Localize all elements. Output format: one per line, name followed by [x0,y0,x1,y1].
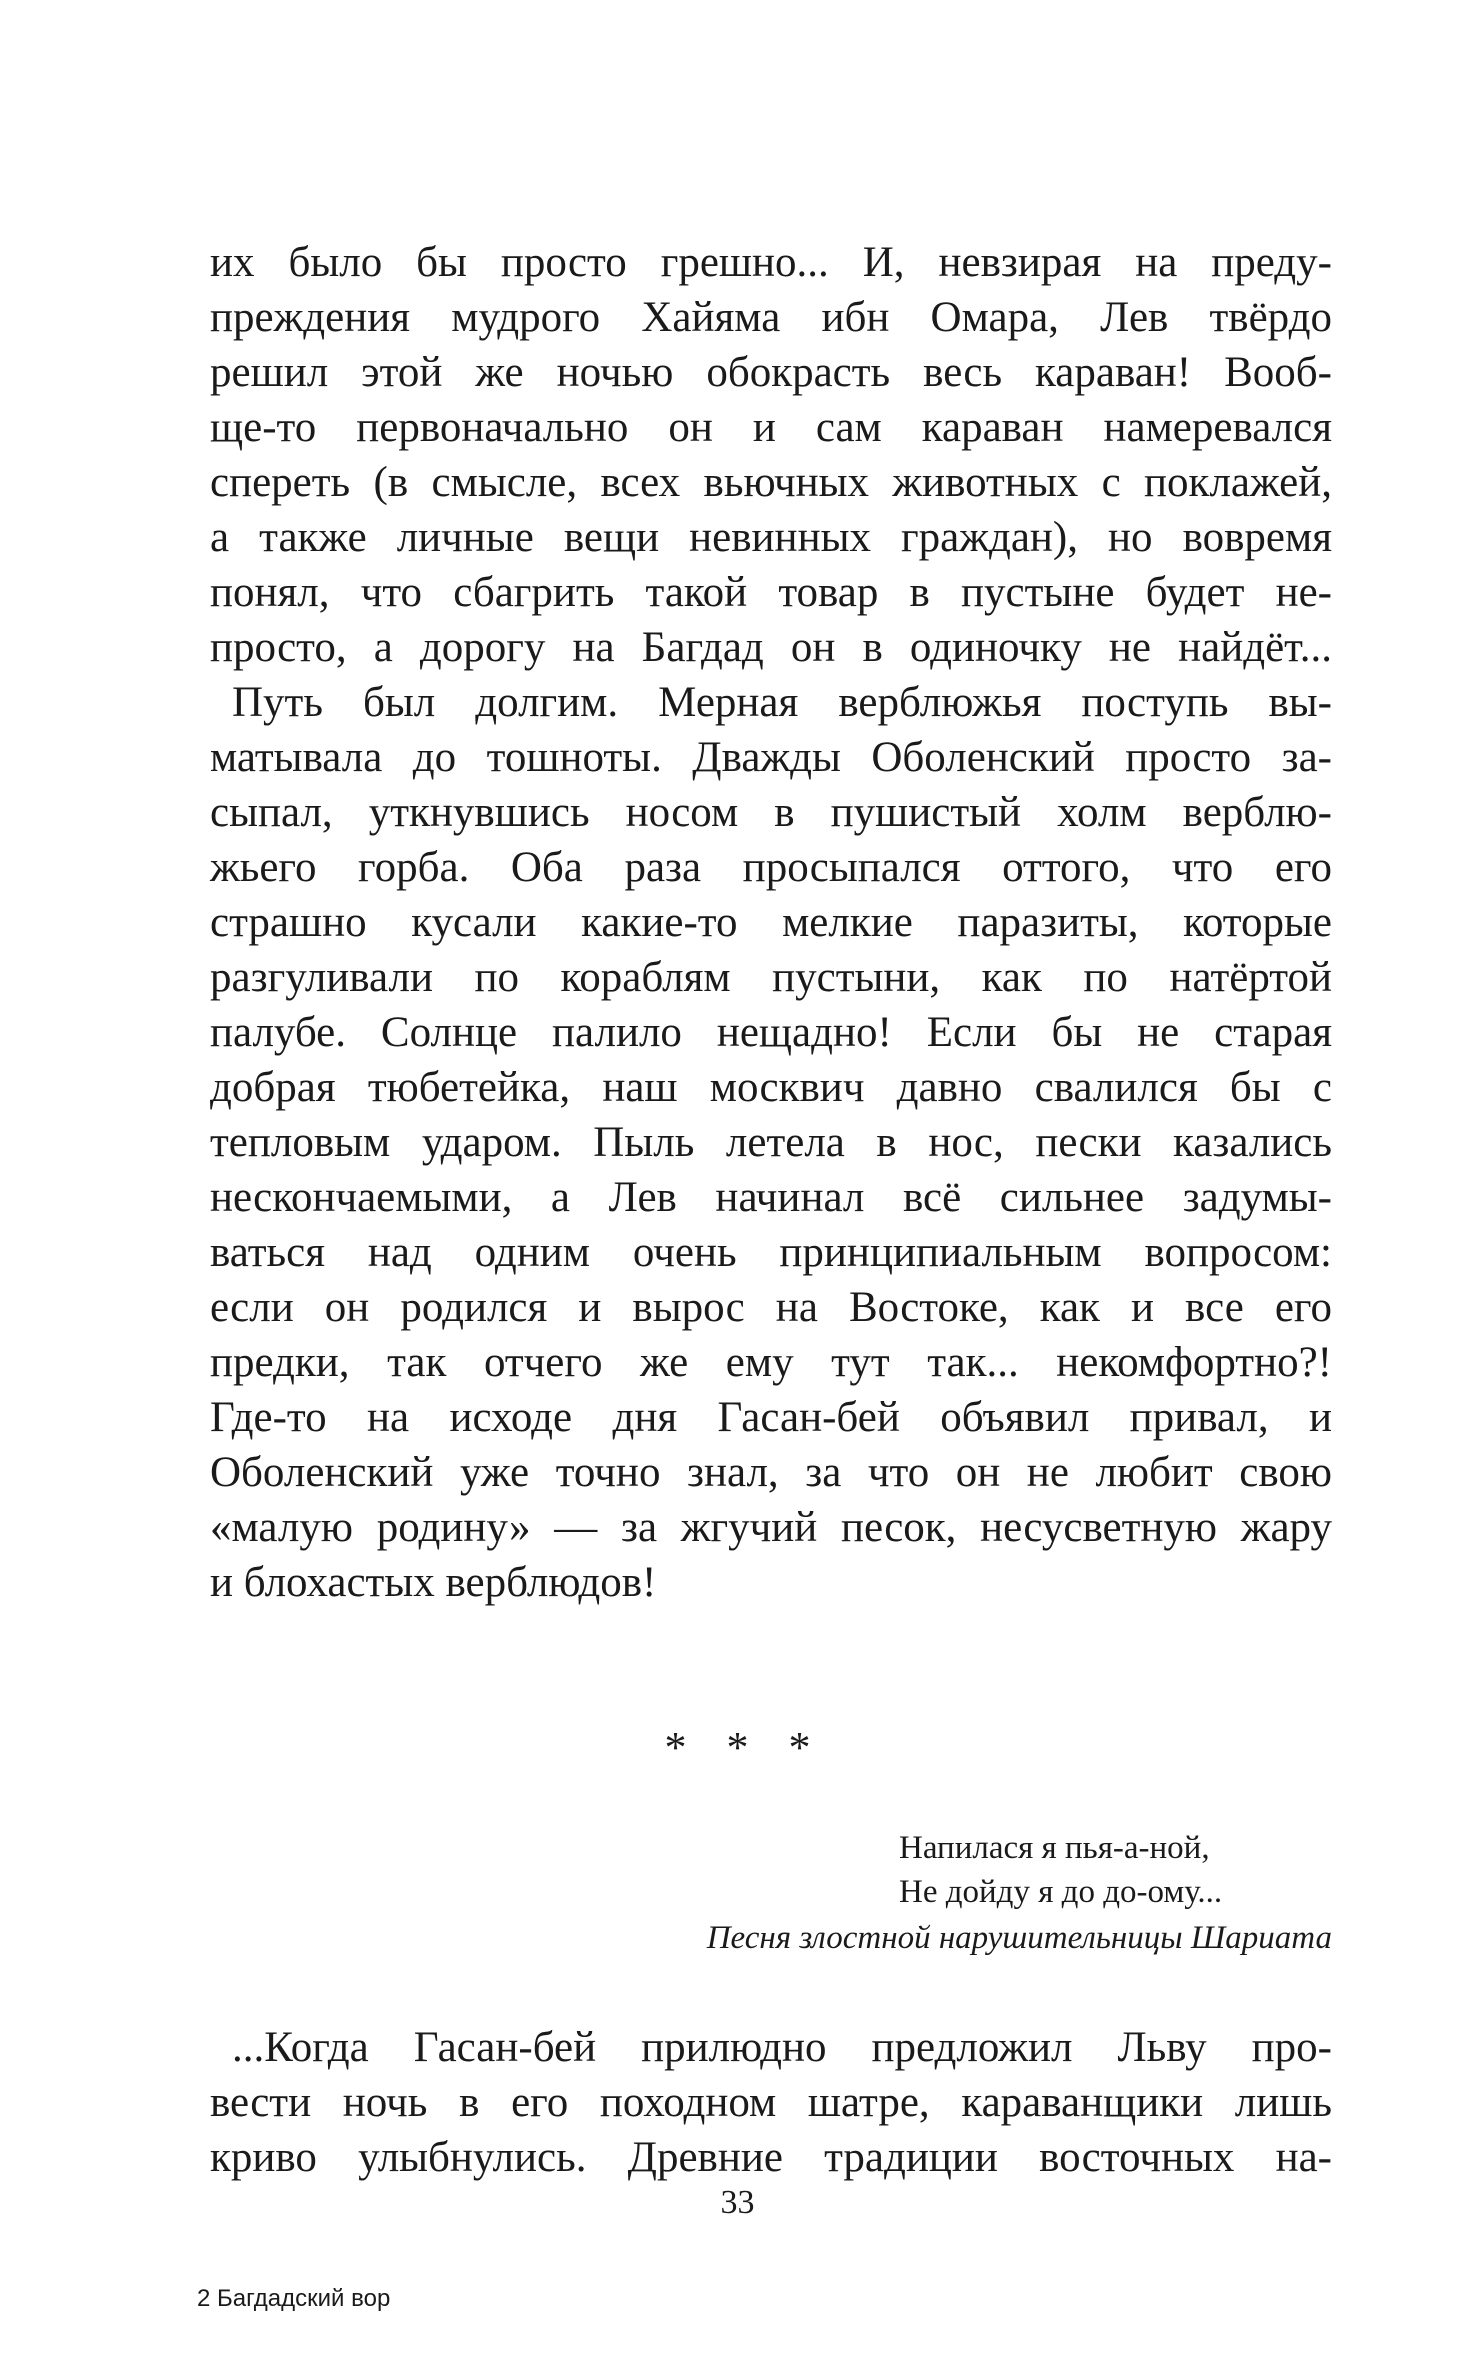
asterisk-glyph: * [726,1723,749,1772]
text-line: предки, так отчего же ему тут так... некомфортно?! [210,1339,1332,1386]
text-line: страшно кусали какие-то мелкие паразиты, которые [210,899,1332,946]
section-separator [0,1718,1475,1778]
text-line: ваться над одним очень принципиальным вопросом: [210,1229,1332,1276]
text-line: тепловым ударом. Пыль летела в нос, пески казались [210,1119,1332,1166]
epigraph-line: Не дойду я до до-ому... [899,1874,1223,1910]
text-line: «малую родину» — за жгучий песок, несусветную жару [210,1504,1332,1551]
epigraph [612,1826,1332,1960]
text-line: разгуливали по кораблям пустыни, как по натёртой [210,954,1332,1001]
page-number: 33 [720,2184,755,2221]
text-line: если он родился и вырос на Востоке, как и все его [210,1284,1332,1331]
body-text [210,235,1332,1610]
text-line: Путь был долгим. Мерная верблюжья поступь вы- [232,679,1332,726]
text-line: их было бы просто грешно... И, невзирая на преду- [210,239,1332,286]
body-text [210,2020,1332,2185]
text-line: матывала до тошноты. Дважды Оболенский просто за- [210,734,1332,781]
text-line: вести ночь в его походном шатре, караванщики лишь [210,2079,1332,2126]
text-line: решил этой же ночью обокрасть весь караван! Вооб- [210,349,1332,396]
text-line: а также личные вещи невинных граждан), но вовремя [210,514,1332,561]
text-line: и блохастых верблюдов! [210,1559,657,1606]
text-line: спереть (в смысле, всех вьючных животных с поклажей, [210,459,1332,506]
text-line: понял, что сбагрить такой товар в пустыне будет не- [210,569,1332,616]
text-line: криво улыбнулись. Древние традиции восточных на- [210,2134,1332,2181]
epigraph-line: Напилася я пья-а-ной, [899,1830,1210,1866]
text-line: палубе. Солнце палило нещадно! Если бы не старая [210,1009,1332,1056]
text-line: сыпал, уткнувшись носом в пушистый холм верблю- [210,789,1332,836]
text-line: добрая тюбетейка, наш москвич давно свалился бы с [210,1064,1332,1111]
printer-signature: 2 Багдадский вор [197,2285,391,2312]
text-line: Где-то на исходе дня Гасан-бей объявил привал, и [210,1394,1332,1441]
asterisk-glyph: * [664,1723,687,1772]
text-line: Оболенский уже точно знал, за что он не любит свою [210,1449,1332,1496]
text-line: нескончаемыми, а Лев начинал всё сильнее задумы- [210,1174,1332,1221]
text-line: ...Когда Гасан-бей прилюдно предложил Льву про- [232,2024,1332,2071]
epigraph-source: Песня злостной нарушительницы Шариата [706,1920,1332,1956]
text-line: преждения мудрого Хайяма ибн Омара, Лев твёрдо [210,294,1332,341]
asterisk-glyph: * [788,1723,811,1772]
text-line: жьего горба. Оба раза просыпался оттого, что его [210,844,1332,891]
text-line: просто, а дорогу на Багдад он в одиночку не найдёт... [210,624,1332,671]
text-line: ще-то первоначально он и сам караван намеревался [210,404,1332,451]
